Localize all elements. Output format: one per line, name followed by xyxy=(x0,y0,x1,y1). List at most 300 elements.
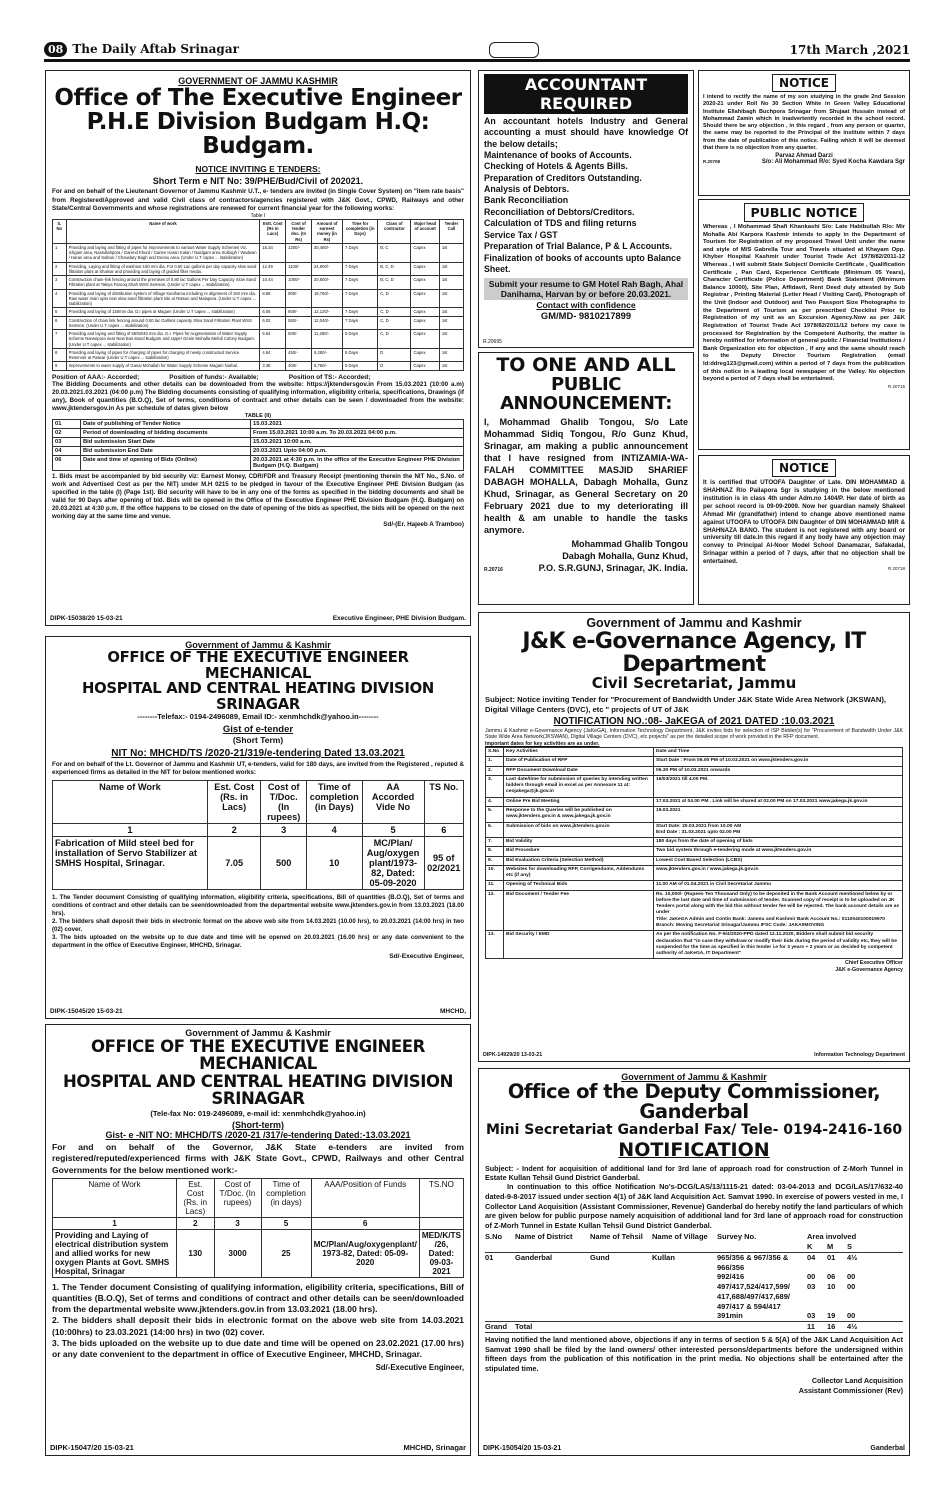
table-row xyxy=(486,807,903,823)
jake-intro: Jammu & Kashmir e-Governance Agency (JaKeGA), Information Technology Department, J&K invites bids for selection of ISP Bidder(s) for "Procurement of Bandwidth Under J&K State Wide Area Network(JKSWAN), Digital Village Centers (DVC), etc projects" as per the detailed scope of work provided in the RFP document. xyxy=(485,727,903,741)
dc-col-s: S xyxy=(847,1242,853,1252)
mech2-footer xyxy=(50,1443,466,1452)
phe-pos-aaa: Position of AAA:- Accorded; xyxy=(52,373,140,381)
dc-footer xyxy=(483,1445,905,1452)
land-cell: Gund xyxy=(590,1252,610,1262)
dc-col-k: K xyxy=(807,1242,813,1252)
table-row xyxy=(486,838,903,847)
table-cell: MC/Plan/Aug/oxygenplant/ 1973-82, Dated: 05-09-2020 xyxy=(311,1229,419,1277)
mech2-sign-1: Sd/-Executive Engineer, xyxy=(375,1363,464,1373)
table-cell: 4.64 xyxy=(260,348,286,362)
table-cell: MED/K/TS /26, Dated: 09-03-2021 xyxy=(419,1229,463,1277)
table-cell: Last date/time for submission of queries by intending written bidders through email in excel as per Annexure 11 at: ceojakega@jk.gov.in xyxy=(504,775,654,797)
table-cell: D xyxy=(378,348,411,362)
mech1-gist: Gist of e-tender xyxy=(222,724,294,736)
table-cell: Construction of chain link fencing around 0.60 lac Gallons capacity Slow Sand Filtration Plant WSS Semson. (Under U.T capex ... stabilization) xyxy=(66,316,260,330)
paper-name: The Daily Aftab Srinagar xyxy=(72,42,239,56)
column-header: Est. Cost (Rs. in Lacs) xyxy=(176,1178,214,1217)
table-cell: 6,760/- xyxy=(311,362,342,370)
table-cell: B, C xyxy=(378,243,411,262)
mech1-note-2: 2. The bidders shall deposit their bids in electronic format on the above web site from 14.03.2021 (10.00 hrs), to 20.03.2021 (14:00 hrs) in two (02) cover. xyxy=(52,918,464,934)
mech1-dipk: DIPK-15045/20 15-03-21 xyxy=(50,1008,123,1015)
land-cell: 04 xyxy=(807,1252,816,1262)
accountant-item: Calculation of TDS and filing returns xyxy=(484,218,637,229)
jake-dipk: DIPK-14929/20 13-03-21 xyxy=(483,1052,543,1058)
table-cell: Capex xyxy=(411,362,439,370)
table-cell: Start Date : From 06.00 PM of 10.03.2021 on www.jktenders.gov.in xyxy=(654,757,903,766)
mech2-gov: Government of Jammu & Kashmir xyxy=(185,1028,331,1038)
mech1-note-1: 1. The Tender document Consisting of qualifying information, eligibility criteria, specifications, Bill of quantities (B.O.Q), Set of terms and conditions of contract and other details can be seen/downloaded from the departmental website www.jktenders.gov.in from 13.03.2021 (18.00 hrs). xyxy=(52,894,464,918)
column-header: Cost of T/Doc. (In rupees) xyxy=(261,781,306,824)
notice-name-change xyxy=(698,455,910,605)
table-row xyxy=(486,856,903,865)
newspaper-logo-icon xyxy=(489,42,539,58)
schedule-row xyxy=(53,429,464,438)
table-cell: 17.03.2021 at 04.00 PM . Link will be shared at 02.00 PM on 17.03.2021 www.jakega.jk.gov.in xyxy=(654,797,903,806)
notice-1-ref: R.20708 xyxy=(703,159,721,165)
schedule-cell: From 15.03.2021 10:00 a.m. To 20.03.2021 04:00 p.m. xyxy=(251,429,464,438)
phe-col-header: S. No xyxy=(53,219,67,243)
dc-total: Total xyxy=(515,1322,533,1332)
table-cell: 1st xyxy=(439,262,463,276)
table-row xyxy=(53,348,464,362)
table-row xyxy=(486,881,903,890)
land-cell: 00 xyxy=(847,1311,856,1321)
table-cell: 11.00 AM of 01.04.2021 in Civil Secretariat Jammu xyxy=(654,881,903,890)
column-header: Est. Cost (Rs. in Lacs) xyxy=(207,781,261,824)
phe-schedule-table xyxy=(52,419,464,471)
table-cell: 1st xyxy=(439,276,463,290)
column-header: Time of completion (in Days) xyxy=(306,781,362,824)
table-cell: Providing and laying and fitting of pipes for improvements to various Water Supply Schemes Viz. Ichgam area, Nasrullahpora / Garend Khurd / Garien Haran Kalan / Naidgam area Soibugh / Wadwan / Haran area and Soibun / Chowdary Bagh and Doonu area. (Under U.T capex ... stabilization) xyxy=(66,243,260,262)
dc-grand-total-row xyxy=(485,1321,903,1333)
dc-col-village: Name of Village xyxy=(652,1232,708,1242)
schedule-cell: 15.03.2021 xyxy=(251,420,464,429)
mech1-table xyxy=(52,780,464,890)
dc-closing: Having notified the land mentioned above, objections if any in terms of section 5 & 5(A) of the J&K Land Acquisition Act Samvat 1990 shall be filed by the land owners/ other interested persons/departments before the undersigned within fifteen days from the publication of this notification in the print media. No objections shall be entertained after the stipulated time. xyxy=(485,1334,903,1373)
table-cell: 6 xyxy=(53,316,67,330)
table-cell: 4. xyxy=(486,797,504,806)
table-cell: Capex xyxy=(411,348,439,362)
table-row xyxy=(486,822,903,838)
table-cell: 1200/- xyxy=(286,243,312,262)
mech1-sign-2: MHCHD, xyxy=(440,1008,466,1015)
mech1-note-3: 3. The bids uploaded on the website up to due date and time will be opened on 20.03.2021 (16.00 hrs) or any date convenient to the department in the office of Executive Engineer, MHCHD, Srinagar. xyxy=(52,934,464,949)
table-row xyxy=(53,276,464,290)
table-cell: 130 xyxy=(176,1229,214,1277)
mech2-short: (Short-term) xyxy=(232,1120,284,1131)
table-cell: 6.06 xyxy=(260,308,286,316)
jake-subject: Subject: Notice inviting Tender for "Procurement of Bandwidth Under J&K State Wide Area Network (JKSWAN), Digital Village Centers (DVC), etc " projects of UT of J&K xyxy=(485,694,886,714)
dc-gov: Government of Jammu & Kashmir xyxy=(621,1072,767,1082)
schedule-row xyxy=(53,438,464,447)
table-cell: 3000 xyxy=(214,1229,261,1277)
announce-ref: R.20716 xyxy=(484,566,503,573)
table-cell: B, C, D xyxy=(378,276,411,290)
table-cell: 10.44 xyxy=(260,276,286,290)
dc-ganderbal-notification xyxy=(478,1068,910,1456)
accountant-ref: R.20695 xyxy=(483,339,502,345)
accountant-title: ACCOUNTANT REQUIRED xyxy=(484,74,688,114)
jake-schedule-table xyxy=(485,747,903,959)
table-cell: 550/- xyxy=(286,316,312,330)
table-cell: 7 xyxy=(53,330,67,349)
accountant-item: Preparation of Creditors Outstanding. xyxy=(484,172,642,183)
table-row xyxy=(486,797,903,806)
column-number: 2 xyxy=(207,824,261,837)
table-cell: 400/- xyxy=(286,362,312,370)
dc-col-tehsil: Name of Tehsil xyxy=(590,1232,643,1242)
newspaper-header xyxy=(44,40,910,62)
table-row xyxy=(53,262,464,276)
column-header: S.No xyxy=(486,748,504,757)
schedule-cell: 01 xyxy=(53,420,81,429)
table-cell: Construction chain-link fencing around the premises of 0.80 lac Gallons Per Day Capacity Slow Sand Filtration plant at Takiya Farooq Shah WSS Semson. (Under U.T capex ... stabilization) xyxy=(66,276,260,290)
table-cell: Capex xyxy=(411,330,439,349)
mech2-note-3: 3. The bids uploaded on the website up to due date and time will be opened on 23.02.2021 (17.00 hrs) or any date convenient to the department in office of Executive Engineer, MHCHD, Srinagar. xyxy=(52,1337,464,1360)
public-notice-body: Whereas , I Mohammad Shafi Khankashi S/o: Late Habibullah R/o: Mir Mohalla Abi Karpora Kashmir intends to apply in the Department of Tourism for Registration of my proposed Travel Unit under the name and style of M/S Gabrella Tour and Travels situated at Khayam Opp. Khyber Hospital Kashmir under Tourist Trade Act 1978/82/2011-12 Whereas , I will submit State Subject/ Domicile Certificate , Qualification Certificate , Pan Card, Experience Certificate (Minimum 05 Years), Character Certificate (Police Department) Bank Statement (Minimum Balance 10000), Site Plan, Affidavit, Rent Deed duly attested by Sub Registrar , Printing Material (Letter Head / Visiting Card), Photograph of the Unit (Indoor and Outdoor) and Two Passport Size Photographs to the Department of Tourism as per prescribed Checklist Prior to Registration of my unit as an Excursion Agency.Now as per J&K Registration of Tourist Trade Act 1978/82/2011/12 before my case is processed for Registration by the Competent Authority, the matter is hereby notified for information of general public / Financial Institutions / Bank Organization etc for objection , if any and the same should reach to the Deputy Director Tourism Registration (email Id:ddreg123@gmail.com) within a period of 7 days from the publication of this notice in a leading local newspaper of the Valley. No objection beyond a period of 7 days shall be entertained. xyxy=(703,224,905,383)
public-notice-title: PUBLIC NOTICE xyxy=(744,203,865,222)
schedule-cell: 15.03.2021 10:00 a.m. xyxy=(251,438,464,447)
table-row xyxy=(486,931,903,959)
notice-1-name: Parvaz Ahmad Darzi xyxy=(775,153,833,160)
accountant-item: Bank Reconciliation xyxy=(484,195,569,206)
phe-gov: GOVERNMENT OF JAMMU KASHMIR xyxy=(178,76,338,86)
column-number xyxy=(419,1217,463,1229)
table-cell: 8. xyxy=(486,847,504,856)
mech2-note-2: 2. The bidders shall deposit their bids in electronic format on the above web site from 14.03.2021 (10:00hrs) to 23.03.2021 (14:00 hrs) in two (02) cover. xyxy=(52,1315,464,1337)
table-cell: www.jktenders.gov.in / www.jakega.jk.gov.in xyxy=(654,865,903,881)
table-cell: 10 xyxy=(306,837,362,890)
table-cell: 25 xyxy=(261,1229,311,1277)
phe-nit-no: Short Term e NIT No: 39/PHE/Bud/Civil of 202021. xyxy=(152,176,364,187)
dc-grand: Grand xyxy=(485,1322,508,1332)
table-cell: Online Pre Bid Meeting xyxy=(504,797,654,806)
mech1-intro: For and on behalf of the Lt. Governor of Jammu and Kashmir UT, e-tenders, valid for 180 days, are invited from the Registered , reputed & experienced firms as detailed in the NIT for below mentioned works: xyxy=(52,761,464,777)
phe-title-2: P.H.E Division Budgam H.Q: Budgam. xyxy=(86,109,430,160)
land-cell xyxy=(515,1272,590,1282)
table-cell: 7 Days xyxy=(342,308,377,316)
land-cell xyxy=(485,1311,515,1321)
table-row xyxy=(53,243,464,262)
table-cell: 1st xyxy=(439,362,463,370)
land-row xyxy=(485,1311,903,1321)
land-cell xyxy=(485,1272,515,1282)
mech1-title-1: OFFICE OF THE EXECUTIVE ENGINEER MECHANICAL xyxy=(107,649,409,682)
table-cell: 7. xyxy=(486,838,504,847)
phe-nit-head: NOTICE INVITING E TENDERS: xyxy=(195,164,321,175)
dc-sign-2: Assistant Commissioner (Rev) xyxy=(798,1385,903,1395)
column-header: TS.NO xyxy=(419,1178,463,1217)
notice-2-body: It is certified that UTOOFA Daughter of Late. DIN MOHAMMAD & SHAHNAZ R/o Pailapora Sgr is studying in the below mentioned institution is in class 4th under Adm.no 1404/P. Her date of birth as per school record is 09-09-2009. Now her guardian namely Shakeel Ahmad Mir (grandfather) intend to change above mentioned name against UTOOFA to UTOOFA DIN Daughter of DIN MOHAMMAD MIR & SHAHNAZA BANO. The student is not registered with any board or university till date.In this regard if any body have any objection may convey to Principal Al-Noor Model School Danamazar, Safakadal, Srinagar within a period of 7 days, after that no objection shall be entertained. xyxy=(703,479,905,566)
phe-table2-caption: TABLE (II) xyxy=(244,413,272,420)
table-cell: 12. xyxy=(486,890,504,931)
notice-1-body: I intend to rectify the name of my son studying in the grade 2nd Session 2020-21 under Roll No 30 Section White in Green Valley Educational Institute Ellahibagh Buchpora Srinagar from Shujaat Hussain instead of Mohammad Zamin which in inadvertently recorded in the school record. Should there be any objection , in this regard , from any person or quarter, the same may be reported to the Principal of the institute within 7 days from the date of publication of this notice. Failing which it will be deemed that there is no objection from any quarter. xyxy=(703,94,905,151)
phe-col-header: Class of contractor xyxy=(378,219,411,243)
mech2-title-2: HOSPITAL AND CENTRAL HEATING DIVISION SRINAGAR xyxy=(62,1071,453,1108)
accountant-item: Preparation of Trial Balance, P & L Accounts. xyxy=(484,241,673,252)
table-cell: 3 xyxy=(53,276,67,290)
table-cell: Capex xyxy=(411,316,439,330)
table-cell: 500 xyxy=(261,837,306,890)
page-number: 08 xyxy=(44,42,67,57)
mech1-title-2: HOSPITAL AND CENTRAL HEATING DIVISION SRINAGAR xyxy=(82,680,434,713)
mech2-title-1: OFFICE OF THE EXECUTIVE ENGINEER MECHANICAL xyxy=(91,1037,425,1074)
table-cell: 15.34 xyxy=(260,243,286,262)
accountant-item: Reconciliation of Debtors/Creditors. xyxy=(484,206,635,217)
table-cell: 500/- xyxy=(286,330,312,349)
table-cell: 3. xyxy=(486,775,504,797)
table-cell: Providing and Laying of electrical distribution system and allied works for new oxygen Plants at Govt. SMHS Hospital, Srinagar xyxy=(53,1229,177,1277)
land-cell xyxy=(515,1311,590,1321)
table-cell: Start Date: 20.03.2021 from 10.00 AM End Date : 31.03.2021 upto 02.00 PM xyxy=(654,822,903,838)
table-cell: Fabrication of Mild steel bed for installation of Servo Stabilizer at SMHS Hospital, Srinagar. xyxy=(53,837,208,890)
table-cell: Rs. 10,000/- (Rupees Ten Thousand Only) to be deposited in the Bank Account mentioned below by or before the last date and time of submission of tender. Scanned copy of receipt is to be uploaded on JK Tenders portal along with the bid this without tender fee will be rejected. The bank account details are as under Title: JaKeGA Admin and Contin Bank: Jammu and Kashmir Bank Account No.: 0110040100019970 Branch: Moving Secretariat Srinagar/Jammu IFSC Code: JAKA0MOVING xyxy=(654,890,903,931)
table-cell: C, D xyxy=(378,330,411,349)
table-cell: 7 Days xyxy=(342,276,377,290)
table-cell: 5.64 xyxy=(260,330,286,349)
land-cell: 497/417,524/417,599/ 417,688/497/417,689/ 497/417 & 594/417 xyxy=(717,1282,790,1311)
mech2-table xyxy=(52,1178,464,1278)
table-cell: 10. xyxy=(486,865,504,881)
table-cell: Capex xyxy=(411,276,439,290)
public-notice-ref: R.20715 xyxy=(887,383,905,389)
header-left xyxy=(44,42,239,57)
phe-table-caption: Table I xyxy=(250,212,266,219)
land-cell: 391min xyxy=(717,1311,743,1321)
phe-pos-funds: Position of funds:- Available; xyxy=(169,373,259,381)
land-cell xyxy=(590,1272,652,1282)
phe-sign-1: Sd/-(Er. Hajeeb A Tramboo) xyxy=(383,520,464,528)
table-cell: 5 Days xyxy=(342,330,377,349)
mech1-tel: --------Telefax:- 0194-2496089, Email ID:- xenmhchdk@yahoo.in-------- xyxy=(137,712,379,722)
phe-note: 1. Bids must be accompanied by bid security viz: Earnest Money, CDR/FDR and Treasury Receipt (mentioning therein the NIT No., S.No. of work and Advertised Cost as per the NIT) under M.H 0215 to be pledged in favour of the Executive Engineer PHE Division Budgam (as specified in the table (I) (Page 1st). Bid security will have to be in any one of the forms as specified in the bidding documents and shall be valid for 90 Days after opening of bid. Bids will be opened in the Office of the Executive Engineer PHE Division Budgam (H.Q. Budgam) on 20.03.2021 at 4:30 p.m. If the office happens to be closed on the date of opening of the bids as specified, the bids will be opened on the next working day at the same time and venue. xyxy=(52,473,464,520)
land-cell: 03 xyxy=(807,1282,816,1292)
notice-name-rectify xyxy=(698,70,910,196)
table-row xyxy=(486,890,903,931)
land-cell xyxy=(590,1311,652,1321)
table-cell: 450/- xyxy=(286,348,312,362)
column-header: AA Accorded Vide No xyxy=(362,781,424,824)
mech1-sign-1: Sd/-Executive Engineer, xyxy=(389,952,464,960)
table-cell: 24,900/- xyxy=(311,262,342,276)
table-row xyxy=(486,847,903,856)
phe-col-header: Name of work xyxy=(66,219,260,243)
notice-1-sign: S/o: Ali Mohammad R/o: Syed Kocha Kawdara Sgr xyxy=(761,159,905,166)
mhchd-tender-319 xyxy=(45,636,471,1019)
column-number: 5 xyxy=(362,824,424,837)
jake-title-2: Civil Secretariat, Jammu xyxy=(591,674,797,693)
table-cell: Bid Document / Tender Fee xyxy=(504,890,654,931)
land-cell: 01 xyxy=(827,1252,836,1262)
mech1-short: (Short Term) xyxy=(232,735,284,746)
table-cell: 7 Days xyxy=(342,316,377,330)
table-cell: Two bid system through e-tendering mode at www.jktenders.gov.in xyxy=(654,847,903,856)
dc-total-s: 4½ xyxy=(847,1322,858,1332)
schedule-cell: Date and time of opening of Bids (Online) xyxy=(81,456,251,471)
table-cell: 06.30 PM of 10.03.2021 onwards xyxy=(654,766,903,775)
phe-budgam-tender xyxy=(45,70,471,626)
announce-sign-2: Dabagh Mohalla, Gunz Khud, xyxy=(562,550,688,561)
column-header: Cost of T/Doc. (In rupees) xyxy=(214,1178,261,1217)
table-cell: B, C, D xyxy=(378,262,411,276)
jake-footer xyxy=(483,1052,905,1058)
mech1-footer xyxy=(50,1008,466,1015)
schedule-cell: 02 xyxy=(53,429,81,438)
table-cell: 95 of 02/2021 xyxy=(424,837,463,890)
phe-dipk: DIPK-15038/20 15-03-21 xyxy=(50,615,123,622)
dc-sign-1: Collector Land Acquisition xyxy=(811,1376,903,1386)
land-cell: 01 xyxy=(485,1252,494,1262)
land-cell: Kullan xyxy=(652,1252,675,1262)
mech1-gov: Government of Jammu & Kashmir xyxy=(185,640,331,650)
phe-positions xyxy=(52,374,464,381)
table-cell: 30,480/- xyxy=(311,243,342,262)
table-row xyxy=(486,865,903,881)
table-cell: 900/- xyxy=(286,289,312,308)
land-cell: 03 xyxy=(807,1311,816,1321)
jake-important: Important dates for key activities are as under. xyxy=(485,741,600,748)
schedule-cell: Bid submission End Date xyxy=(81,447,251,456)
table-cell: 1st xyxy=(439,289,463,308)
table-cell: Opening of Technical Bids xyxy=(504,881,654,890)
accountant-phone: GM/MD- 9810217899 xyxy=(540,310,632,322)
table-cell: Submission of bids on www.jktenders.gov.in xyxy=(504,822,654,838)
public-notice xyxy=(698,199,910,450)
table-cell: 4 xyxy=(53,289,67,308)
dc-col-district: Name of District xyxy=(515,1232,573,1242)
table-cell: Capex xyxy=(411,289,439,308)
table-cell: 1st xyxy=(439,348,463,362)
table-cell: 6.02 xyxy=(260,316,286,330)
table-cell: 11. xyxy=(486,881,504,890)
mhchd-tender-317 xyxy=(45,1024,471,1456)
land-cell xyxy=(652,1282,717,1311)
table-cell: C, D xyxy=(378,289,411,308)
table-cell: 1st xyxy=(439,243,463,262)
land-cell: 00 xyxy=(807,1272,816,1282)
table-cell: Response to the Queries will be published on www.jktenders.gov.in & www.jakega.jk.gov.in xyxy=(504,807,654,823)
column-number: 1 xyxy=(53,1217,177,1229)
column-header: AAA/Position of Funds xyxy=(311,1178,419,1217)
dc-title-2: Mini Secretariat Ganderbal Fax/ Tele- 0194-2416-160 xyxy=(485,1121,903,1138)
schedule-row xyxy=(53,447,464,456)
dc-col-sno: S.No xyxy=(485,1232,503,1242)
land-row xyxy=(485,1253,903,1273)
table-cell: Providing and laying of distribution system of Village Kanihama including re alignment of 150 mm dia. Raw water main upto new slow sand filtration plant site at Ratsun and Malapora. (Under U.T capex ... stabilization) xyxy=(66,289,260,308)
notice-2-title: NOTICE xyxy=(772,459,836,477)
table-cell: 5 Days xyxy=(342,348,377,362)
phe-intro: For and on behalf of the Lieutenant Governor of Jammu Kashmir U.T., e- tenders are invited (in Single Cover System) on "item rate basis" from Registered/Approved and valid Civil class of contractors/agencies registered with J&K Govt., CPWD, Railways and other State/Central Governments and whose registrations are renewed for current financial year for the following works: xyxy=(52,188,464,212)
column-header: Name of Work xyxy=(53,781,208,824)
table-cell: 1st xyxy=(439,316,463,330)
accountant-body: An accountant hotels Industry and General accounting a must should have knowledge Of the below details; xyxy=(484,116,688,149)
dc-col-area: Area involved xyxy=(807,1232,857,1242)
table-cell: 19.03.2021 xyxy=(654,807,903,823)
issue-date: 17th March ,2021 xyxy=(789,42,910,57)
table-cell: 3.38 xyxy=(260,362,286,370)
dc-subject: Subject: - Indent for acquisition of additional land for 3rd lane of approach road for construction of Z-Morh Tunnel in Estate Kullan Tehsil Gund District Ganderbal. xyxy=(485,1163,903,1182)
table-cell: Bid Validity xyxy=(504,838,654,847)
table-cell: Bid Security / EMD xyxy=(504,931,654,959)
accountant-item: Maintenance of books of Accounts. xyxy=(484,149,632,160)
table-cell: Providing, Laying and fitting of washout 150 mm dia. For 0.60 Lac gallons per day capacity slow sand filtration plant at Shalnar and providing and laying of graded filter media. xyxy=(66,262,260,276)
table-cell: 1000/- xyxy=(286,276,312,290)
table-cell: Improvements to water supply of Ganai Mohallah for Water Supply Scheme Magam Narbal. xyxy=(66,362,260,370)
table-cell: 7 Days xyxy=(342,262,377,276)
land-cell: 965/356 & 967/356 & 966/356 xyxy=(717,1252,789,1272)
column-number: 6 xyxy=(311,1217,419,1229)
table-cell: 12,120/- xyxy=(311,308,342,316)
table-row xyxy=(486,757,903,766)
table-row xyxy=(53,316,464,330)
phe-sign-2: Executive Engineer, PHE Division Budgam. xyxy=(332,615,466,622)
table-cell: 9. xyxy=(486,856,504,865)
table-cell: 7.05 xyxy=(207,837,261,890)
dc-col-survey: Survey No. xyxy=(717,1232,757,1242)
mech2-intro: For and on behalf of the Governor, J&K State e-tenders are invited from registered/reputed/experienced firms with J&K State Govt., CPWD, Railways and other Central Governments for the below mentioned work:- xyxy=(52,1142,464,1175)
table-cell: 11,280/- xyxy=(311,330,342,349)
column-number: 1 xyxy=(53,824,208,837)
table-cell: 7 Days xyxy=(342,243,377,262)
table-cell: 5 Days xyxy=(342,362,377,370)
dc-total-m: 16 xyxy=(827,1322,836,1332)
table-cell: Date of Publication of RFP xyxy=(504,757,654,766)
dc-total-k: 11 xyxy=(807,1322,815,1332)
accountant-item: Finalization of books of accounts upto Balance Sheet. xyxy=(484,252,681,274)
schedule-cell: Period of downloading of bidding documents xyxy=(81,429,251,438)
table-cell: 2 xyxy=(53,262,67,276)
table-cell: Lowest Cost Based Selection (LCBS) xyxy=(654,856,903,865)
land-cell: Ganderbal xyxy=(515,1252,553,1262)
phe-col-header: Amount of earnest money (in Rs) xyxy=(311,219,342,243)
land-cell xyxy=(485,1282,515,1311)
phe-works-table xyxy=(52,219,464,371)
table-cell: RFP Document Download Date xyxy=(504,766,654,775)
dc-land-table xyxy=(485,1232,903,1333)
table-cell: 5. xyxy=(486,807,504,823)
dc-col-m: M xyxy=(827,1242,834,1252)
table-row xyxy=(53,308,464,316)
jake-gov: Government of Jammu and Kashmir xyxy=(586,616,802,630)
land-cell: 00 xyxy=(847,1282,856,1292)
jake-sign-3: Information Technology Department xyxy=(814,1052,905,1058)
table-cell: 9,280/- xyxy=(311,348,342,362)
schedule-cell: Bid submission Start Date xyxy=(81,438,251,447)
table-cell: Providing and laying and fitting of 65/50/40 mm dia. G.I. Pipes for Augmentation of Water Supply Scheme Narwepora near New Bus stand Budgam and Upper Genie Mohalla Mehdi Colony Budgam. (Under U.T capex ... stabilization) xyxy=(66,330,260,349)
mech1-nit: NIT No: MHCHD/TS /2020-21/319/e-tendering Dated 13.03.2021 xyxy=(111,748,405,760)
land-cell: 06 xyxy=(827,1272,836,1282)
table-cell: 8 xyxy=(53,348,67,362)
phe-bidding-info: The Bidding Documents and other details can be downloaded from the website: https://jktendersgov.in From 15.03.2021 (10:00 a.m) 20.03.2021.03.2021 (04:00 p.m) The Bidding documents consisting of qualifying information, eligibility criteria, specifications, Drawings (if any), Book of quantities (B.O.Q), Set of terms, conditions of contract and other details can be seen / downloaded from the website: www.jktendersgov.in As per schedule of dates given below xyxy=(52,380,464,413)
table-cell: 180 days from the date of opening of bids xyxy=(654,838,903,847)
schedule-cell: 06 xyxy=(53,456,81,471)
table-cell: 1. xyxy=(486,757,504,766)
jake-sign-1: Chief Executive Officer xyxy=(845,960,903,967)
notice-1-title: NOTICE xyxy=(772,74,836,92)
table-cell: 12,040/- xyxy=(311,316,342,330)
accountant-ad xyxy=(478,70,694,348)
table-row xyxy=(53,289,464,308)
notice-2-ref: R.20718 xyxy=(887,566,905,572)
land-cell: 00 xyxy=(847,1272,856,1282)
table-row xyxy=(486,775,903,797)
phe-title-1: Office of The Executive Engineer xyxy=(54,85,462,111)
table-cell: 16/03/2021 till 4.00 PM. xyxy=(654,775,903,797)
phe-col-header: Cost of tender doc. (In Rs) xyxy=(286,219,312,243)
table-cell: 6. xyxy=(486,822,504,838)
table-cell: Providing and laying of 150mm dia. D.I pipes at Magam (Under U.T capex ... stabilization) xyxy=(66,308,260,316)
